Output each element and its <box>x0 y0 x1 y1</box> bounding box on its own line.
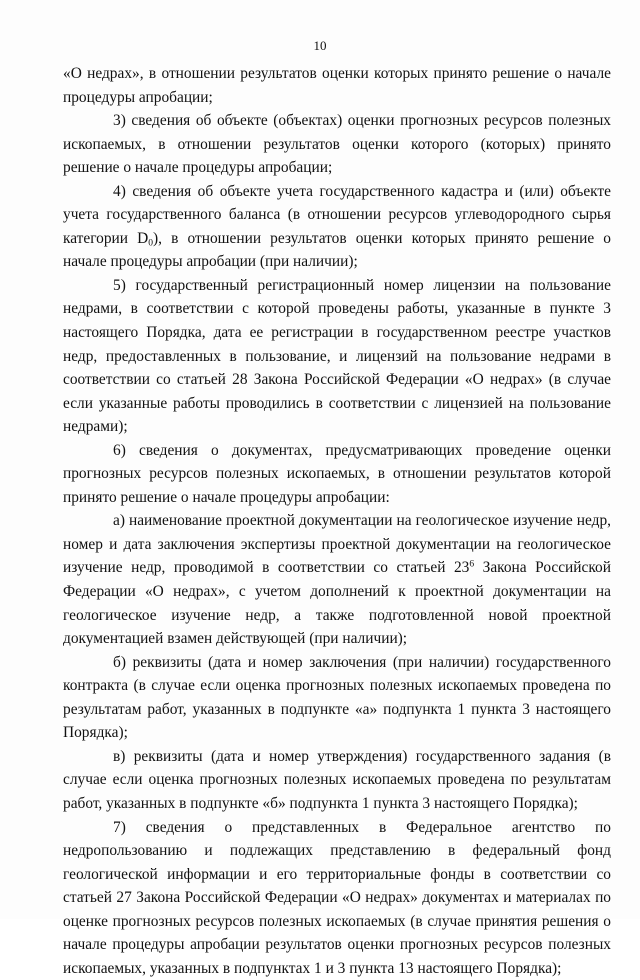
page-number: 10 <box>0 38 640 54</box>
paragraph-item-5: 5) государственный регистрационный номер лицензии на пользование недрами, в соответствии с которой проведены работы, указанные в пункте 3 настоящего Порядка, дата ее регистрации в государственном реестре участков недр, предоставленных в пользование, и лицензий на пользование недрами в соответствии со статьей 28 Закона Российской Федерации «О недрах» (в случае если указанные работы проводились в соответствии с лицензией на пользование недрами); <box>63 274 611 439</box>
paragraph-item-4-text-end: ), в отношении результатов оценки которых принято решение о начале процедуры апробации (при наличии); <box>63 230 611 271</box>
paragraph-item-4-text-start: 4) сведения об объекте учета государственного кадастра и (или) объекте учета государственного баланса (в отношении ресурсов углеводородного сырья категории D <box>63 183 611 247</box>
paragraph-subitem-v: в) реквизиты (дата и номер утверждения) государственного задания (в случае если оценка прогнозных полезных ископаемых проведена по результатам работ, указанных в подпункте «б» подпункта 1 пункта 3 настоящего Порядка); <box>63 745 611 816</box>
paragraph-subitem-a-text-start: а) наименование проектной документации на геологическое изучение недр, номер и дата заключения экспертизы проектной документации на геологическое изучение недр, проводимой в соответствии со статьей 23 <box>63 512 611 576</box>
paragraph-continuation: «О недрах», в отношении результатов оценки которых принято решение о начале процедуры апробации; <box>63 62 611 109</box>
document-body <box>63 62 611 980</box>
paragraph-subitem-a-text-end: Закона Российской Федерации «О недрах», с учетом дополнений к проектной документации на геологическое изучение недр, а также подготовленной новой проектной документацией взамен действующей (при наличии); <box>63 559 611 647</box>
paragraph-item-3: 3) сведения об объекте (объектах) оценки прогнозных ресурсов полезных ископаемых, в отношении результатов оценки которого (которых) принято решение о начале процедуры апробации; <box>63 109 611 180</box>
paragraph-subitem-b: б) реквизиты (дата и номер заключения (при наличии) государственного контракта (в случае если оценка прогнозных полезных ископаемых проведена по результатам работ, указанных в подпункте «а» подпункта 1 пункта 3 настоящего Порядка); <box>63 651 611 745</box>
paragraph-item-6: 6) сведения о документах, предусматривающих проведение оценки прогнозных ресурсов полезных ископаемых, в отношении результатов которой принято решение о начале процедуры апробации: <box>63 439 611 510</box>
article-superscript: 6 <box>469 559 474 570</box>
paragraph-subitem-a <box>63 509 611 650</box>
category-subscript: 0 <box>148 237 153 248</box>
paragraph-item-4 <box>63 180 611 274</box>
paragraph-item-7: 7) сведения о представленных в Федеральное агентство по недропользованию и подлежащих представлению в федеральный фонд геологической информации и его территориальные фонды в соответствии со статьей 27 Закона Российской Федерации «О недрах» документах и материалах по оценке прогнозных ресурсов полезных ископаемых (в случае принятия решения о начале процедуры апробации результатов оценки прогнозных ресурсов полезных ископаемых, указанных в подпунктах 1 и 3 пункта 13 настоящего Порядка); <box>63 816 611 980</box>
